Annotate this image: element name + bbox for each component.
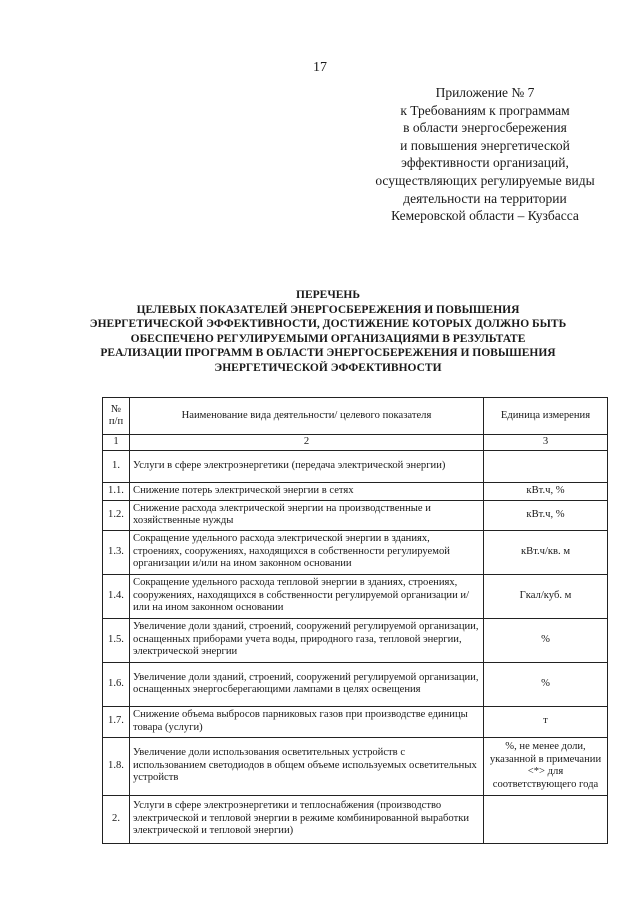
table-header-row <box>103 398 608 435</box>
row-unit: %, не менее доли, указанной в примечании <*> для соответствующего года <box>484 737 608 795</box>
row-unit: % <box>484 618 608 662</box>
row-name: Услуги в сфере электроэнергетики (передача электрической энергии) <box>130 450 484 482</box>
row-number: 1.1. <box>103 482 130 500</box>
annex-line: и повышения энергетической <box>400 137 570 153</box>
row-number: 1.2. <box>103 500 130 530</box>
page-number: 17 <box>313 60 327 75</box>
row-unit <box>484 795 608 843</box>
row-name: Сокращение удельного расхода электрической энергии в зданиях, строениях, сооружениях, находящихся в собственности регулируемой организации и/или на ином законном основании <box>130 530 484 574</box>
title-line: ОБЕСПЕЧЕНО РЕГУЛИРУЕМЫМИ ОРГАНИЗАЦИЯМИ В РЕЗУЛЬТАТЕ <box>130 332 526 345</box>
row-unit: кВт.ч/кв. м <box>484 530 608 574</box>
document-title <box>60 288 596 376</box>
column-number: 3 <box>484 435 608 451</box>
row-number: 1.3. <box>103 530 130 574</box>
row-number: 2. <box>103 795 130 843</box>
title-line: ПЕРЕЧЕНЬ <box>296 289 360 301</box>
title-line: ЭНЕРГЕТИЧЕСКОЙ ЭФФЕКТИВНОСТИ <box>214 361 442 374</box>
table-row <box>103 706 608 737</box>
row-name: Снижение объема выбросов парниковых газов при производстве единицы товара (услуги) <box>130 706 484 737</box>
table-row <box>103 737 608 795</box>
row-unit: т <box>484 706 608 737</box>
row-number: 1.5. <box>103 618 130 662</box>
table-row <box>103 618 608 662</box>
table-row <box>103 574 608 618</box>
column-number: 2 <box>130 435 484 451</box>
header-number: № п/п <box>103 398 130 435</box>
annex-line: деятельности на территории <box>403 190 567 206</box>
row-unit: Гкал/куб. м <box>484 574 608 618</box>
row-name: Увеличение доли использования осветительных устройств с использованием светодиодов в общем объеме используемых осветительных устройств <box>130 737 484 795</box>
annex-header <box>356 84 614 225</box>
row-unit: % <box>484 662 608 706</box>
row-unit <box>484 450 608 482</box>
row-number: 1.7. <box>103 706 130 737</box>
indicators-table <box>102 397 608 844</box>
annex-line: эффективности организаций, <box>401 155 569 171</box>
table-row <box>103 662 608 706</box>
row-number: 1. <box>103 450 130 482</box>
annex-line: к Требованиям к программам <box>400 102 570 118</box>
annex-line: Кемеровской области – Кузбасса <box>391 208 579 224</box>
header-name: Наименование вида деятельности/ целевого показателя <box>130 398 484 435</box>
column-number: 1 <box>103 435 130 451</box>
table-row <box>103 482 608 500</box>
row-name: Услуги в сфере электроэнергетики и теплоснабжения (производство электрической и тепловой энергии в режиме комбинированной выработки электрической и тепловой энергии) <box>130 795 484 843</box>
table-row <box>103 530 608 574</box>
table-column-numbers-row <box>103 435 608 451</box>
row-name: Снижение потерь электрической энергии в сетях <box>130 482 484 500</box>
row-unit: кВт.ч, % <box>484 500 608 530</box>
row-number: 1.8. <box>103 737 130 795</box>
header-unit: Единица измерения <box>484 398 608 435</box>
annex-line: Приложение № 7 <box>435 85 535 100</box>
annex-line: осуществляющих регулируемые виды <box>375 172 595 188</box>
row-name: Увеличение доли зданий, строений, сооружений регулируемой организации, оснащенных энергосберегающими лампами в целях освещения <box>130 662 484 706</box>
row-number: 1.4. <box>103 574 130 618</box>
table-row <box>103 500 608 530</box>
row-unit: кВт.ч, % <box>484 482 608 500</box>
row-name: Сокращение удельного расхода тепловой энергии в зданиях, строениях, сооружениях, находящихся в собственности регулируемой организации и/или на ином законном основании <box>130 574 484 618</box>
title-line: ЦЕЛЕВЫХ ПОКАЗАТЕЛЕЙ ЭНЕРГОСБЕРЕЖЕНИЯ И ПОВЫШЕНИЯ <box>136 303 520 316</box>
row-number: 1.6. <box>103 662 130 706</box>
table-row <box>103 795 608 843</box>
row-name: Увеличение доли зданий, строений, сооружений регулируемой организации, оснащенных приборами учета воды, природного газа, тепловой энергии, электрической энергии <box>130 618 484 662</box>
table-row <box>103 450 608 482</box>
annex-line: в области энергосбережения <box>403 120 567 136</box>
row-name: Снижение расхода электрической энергии на производственные и хозяйственные нужды <box>130 500 484 530</box>
title-line: РЕАЛИЗАЦИИ ПРОГРАММ В ОБЛАСТИ ЭНЕРГОСБЕРЕЖЕНИЯ И ПОВЫШЕНИЯ <box>100 347 556 360</box>
title-line: ЭНЕРГЕТИЧЕСКОЙ ЭФФЕКТИВНОСТИ, ДОСТИЖЕНИЕ КОТОРЫХ ДОЛЖНО БЫТЬ <box>89 318 567 331</box>
